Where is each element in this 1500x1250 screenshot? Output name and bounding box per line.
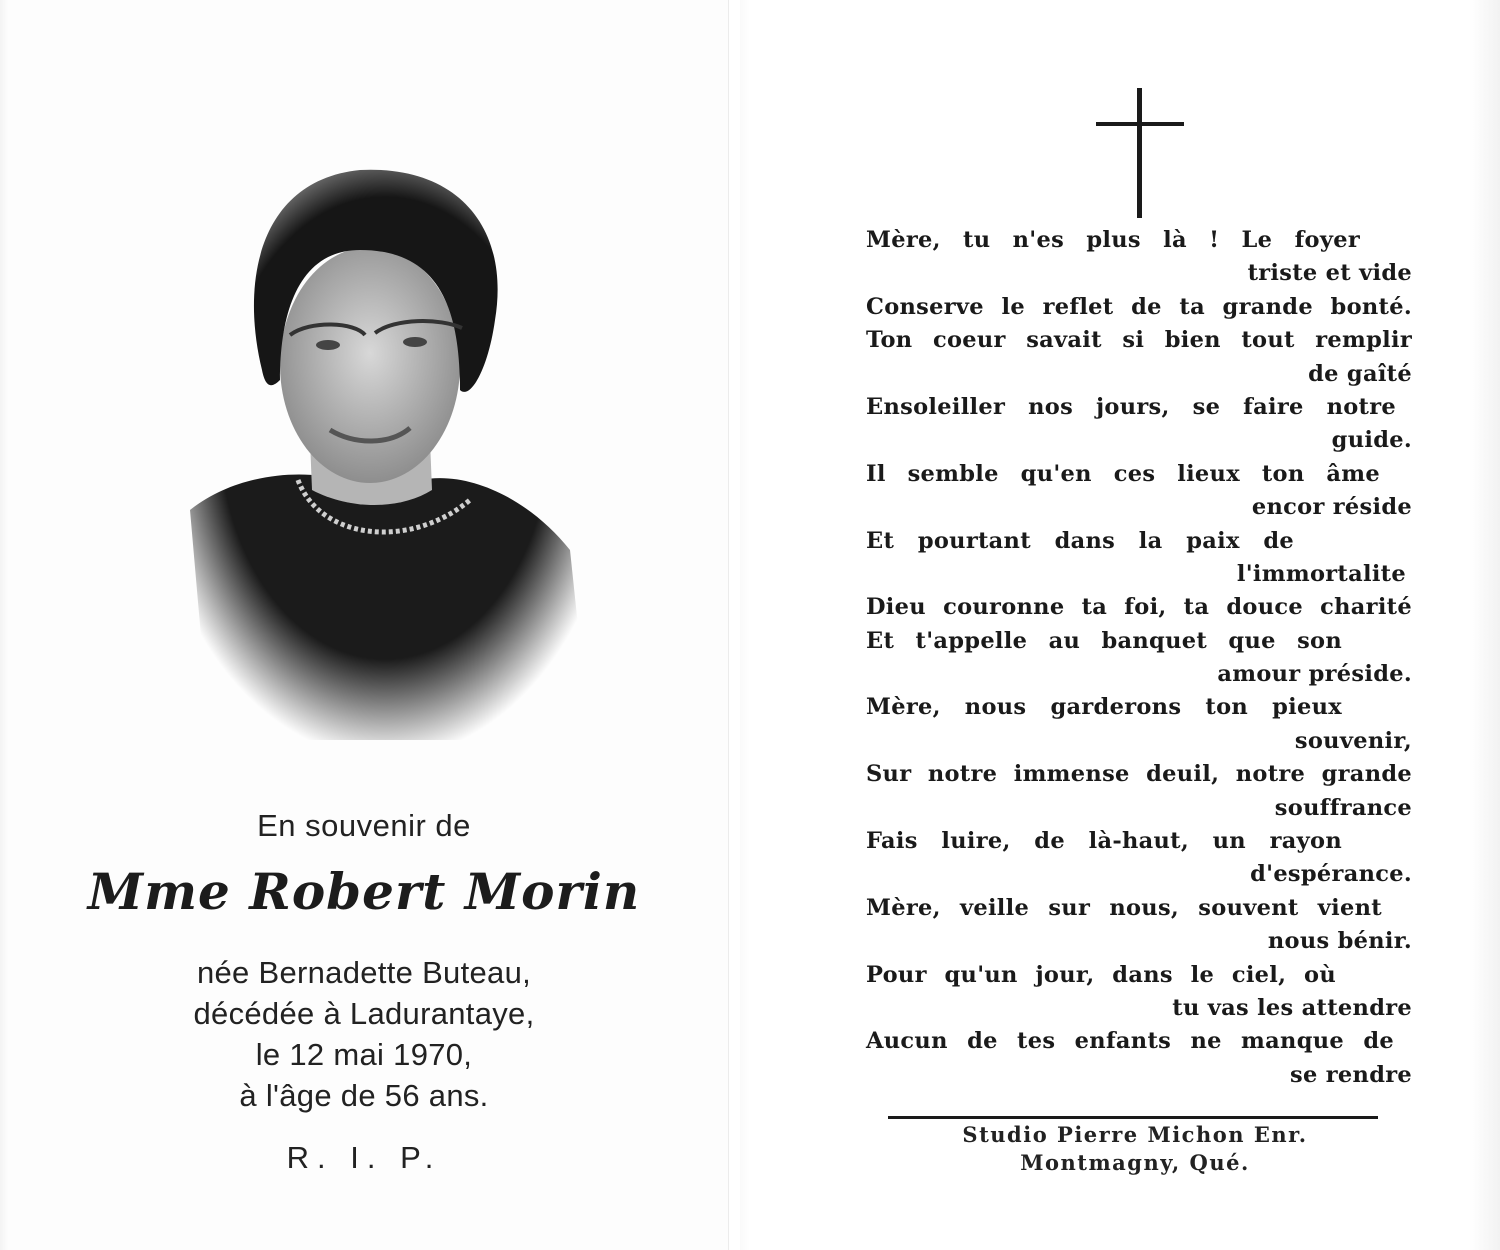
birth-name-line: née Bernadette Buteau,	[196, 955, 532, 990]
poem-line: de gaîté	[1308, 360, 1412, 387]
poem-line: d'espérance.	[1250, 861, 1412, 888]
poem-line: Mère, nous garderons ton pieux	[866, 694, 1342, 721]
poem-line: Pour qu'un jour, dans le ciel, où	[866, 961, 1336, 988]
death-date-line: le 12 mai 1970,	[255, 1037, 473, 1072]
poem-line: Mère, veille sur nous, souvent vient	[866, 894, 1382, 921]
poem-line: Sur notre immense deuil, notre grande	[866, 761, 1412, 788]
portrait-photo	[170, 140, 600, 740]
poem-line: triste et vide	[1247, 260, 1412, 287]
studio-location: Montmagny, Qué.	[1020, 1150, 1250, 1175]
poem-line: se rendre	[1290, 1061, 1412, 1088]
rip-text: R. I. P.	[286, 1140, 442, 1175]
poem-line: l'immortalite	[1236, 560, 1406, 587]
poem-line: Aucun de tes enfants ne manque de	[866, 1028, 1394, 1055]
poem-line: Dieu couronne ta foi, ta douce charité	[866, 594, 1412, 621]
age-line: à l'âge de 56 ans.	[239, 1078, 489, 1113]
death-place-line: décédée à Ladurantaye,	[193, 996, 535, 1031]
poem-line: Et pourtant dans la paix de	[866, 527, 1294, 554]
poem-line: tu vas les attendre	[1172, 994, 1412, 1021]
poem-line: nous bénir.	[1267, 928, 1412, 955]
poem-line: souffrance	[1274, 794, 1412, 821]
poem-line: souvenir,	[1294, 727, 1412, 754]
poem-line: Ensoleiller nos jours, se faire notre	[866, 393, 1396, 420]
in-memory-label: En souvenir de	[257, 808, 471, 843]
poem-line: Il semble qu'en ces lieux ton âme	[866, 460, 1380, 487]
poem-line: Conserve le reflet de ta grande bonté.	[866, 293, 1412, 320]
poem-line: Ton coeur savait si bien tout remplir	[866, 327, 1412, 354]
poem-line: guide.	[1331, 427, 1412, 454]
poem-line: amour préside.	[1217, 661, 1412, 688]
divider-rule	[888, 1116, 1378, 1119]
deceased-details	[0, 952, 728, 1116]
deceased-name: Mme Robert Morin	[87, 862, 641, 921]
poem-line: Et t'appelle au banquet que son	[866, 627, 1342, 654]
memorial-card-front	[0, 0, 729, 1250]
cross-icon	[1092, 88, 1188, 218]
poem-line: encor réside	[1251, 494, 1412, 521]
studio-name: Studio Pierre Michon Enr.	[962, 1122, 1308, 1147]
poem-line: Fais luire, de là-haut, un rayon	[866, 828, 1342, 855]
memorial-poem	[866, 224, 1412, 1092]
poem-line: Mère, tu n'es plus là ! Le foyer	[866, 227, 1360, 253]
